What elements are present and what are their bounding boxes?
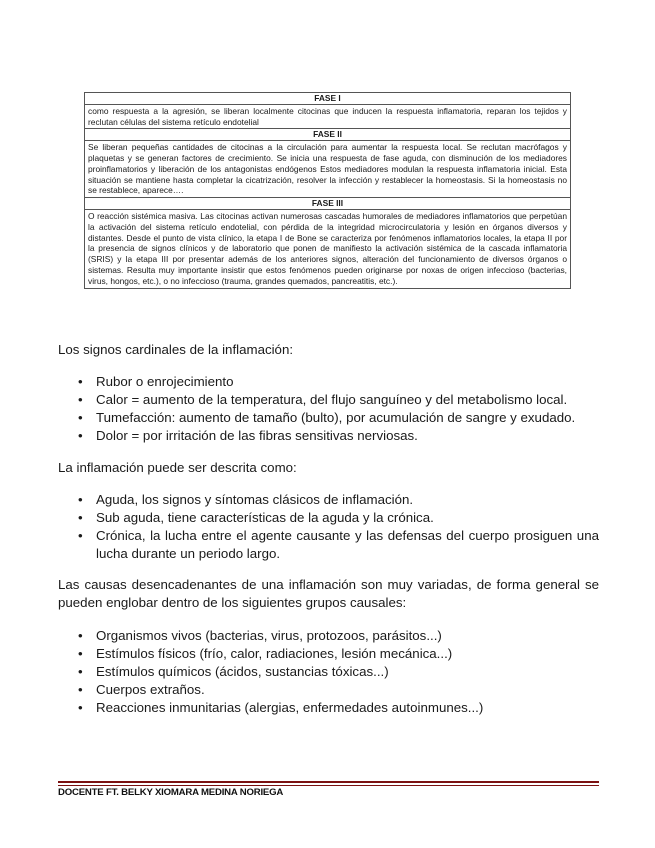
phase-2-body-row — [85, 141, 571, 198]
causes-list — [58, 627, 599, 717]
phase-1-text: como respuesta a la agresión, se liberan localmente citocinas que inducen la respuesta inflamatoria, reparan los tejidos y reclutan células del sistema retículo endotelial — [85, 104, 571, 129]
bullet-icon: • — [78, 628, 83, 643]
bullet-icon: • — [78, 492, 83, 507]
list-item: • Cuerpos extraños. — [78, 682, 205, 697]
phase-3-header-row — [85, 198, 571, 210]
phase-1-body-row — [85, 104, 571, 129]
phase-3-title: FASE III — [85, 198, 571, 210]
phase-1-header-row — [85, 93, 571, 105]
footer-author: DOCENTE FT. BELKY XIOMARA MEDINA NORIEGA — [58, 787, 284, 798]
bullet-icon: • — [78, 700, 83, 715]
causes-intro: Las causas desencadenantes de una inflamación son muy variadas, de forma general se pueden englobar dentro de los siguientes grupos causales: — [58, 577, 599, 610]
phase-3-body-row — [85, 209, 571, 288]
list-item: • Tumefacción: aumento de tamaño (bulto), por acumulación de sangre y exudado. — [78, 410, 576, 425]
bullet-icon: • — [78, 428, 83, 443]
phase-1-title: FASE I — [85, 93, 571, 105]
phase-3-text: O reacción sistémica masiva. Las citocinas activan numerosas cascadas humorales de mediadores inflamatorios que perpetúan la activación del sistema retículo endotelial, con pérdida de la integridad microcirculatoria y lesión en órganos diversos y distantes. Desde el punto de vista clínico, la etapa I de Bone se caracteriza por fenómenos inflamatorios locales, la etapa II por la presencia de signos clínicos y de laboratorio que ponen de manifiesto la activación sistémica de la cascada inflamatoria (SRIS) y la etapa III por presentar además de los anteriores signos, alteración del funcionamiento de diversos órganos o sistemas. Resulta muy importante insistir que estos fenómenos pueden originarse por noxas de origen infeccioso (bacterias, virus, hongos, etc.), o no infeccioso (trauma, grandes quemados, pancreatitis, etc.). — [85, 209, 571, 288]
phase-2-title: FASE II — [85, 129, 571, 141]
bullet-icon: • — [78, 646, 83, 661]
list-item: • Rubor o enrojecimiento — [78, 374, 234, 389]
description-list — [58, 491, 599, 563]
list-item: • Sub aguda, tiene características de la aguda y la crónica. — [78, 510, 434, 525]
list-item: • Aguda, los signos y síntomas clásicos de inflamación. — [78, 492, 414, 507]
list-item: • Organismos vivos (bacterias, virus, protozoos, parásitos...) — [78, 628, 442, 643]
bullet-icon: • — [78, 664, 83, 679]
bullet-icon: • — [78, 374, 83, 389]
bullet-icon: • — [78, 682, 83, 697]
list-item: • Reacciones inmunitarias (alergias, enfermedades autoinmunes...) — [78, 700, 484, 715]
footer-rule-thin — [58, 785, 599, 786]
bullet-icon: • — [78, 392, 83, 407]
list-item: • Estímulos físicos (frío, calor, radiaciones, lesión mecánica...) — [78, 646, 453, 661]
list-item: • Estímulos químicos (ácidos, sustancias tóxicas...) — [78, 664, 389, 679]
bullet-icon: • — [78, 410, 83, 425]
list-item: • Crónica, la lucha entre el agente causante y las defensas del cuerpo prosiguen una lucha durante un periodo largo. — [78, 528, 599, 561]
phase-2-header-row — [85, 129, 571, 141]
cardinal-signs-list — [58, 373, 599, 445]
phases-table — [84, 92, 571, 289]
cardinal-signs-intro: Los signos cardinales de la inflamación: — [58, 342, 294, 357]
phase-2-text: Se liberan pequeñas cantidades de citocinas a la circulación para aumentar la respuesta local. Se reclutan macrófagos y plaquetas y se generan factores de crecimiento. Se inicia una respuesta de fase aguda, con disminución de los mediadores proinflamatorios y liberación de los antagonistas endógenos Estos mediadores modulan la respuesta inflamatoria inicial. Esta situación se mantiene hasta completar la cicatrización, resolver la infección y restablecer la homeostasis. Si la homeostasis no se restablece, aparece…. — [85, 141, 571, 198]
bullet-icon: • — [78, 510, 83, 525]
footer-rule-thick — [58, 781, 599, 783]
bullet-icon: • — [78, 528, 83, 543]
list-item: • Calor = aumento de la temperatura, del flujo sanguíneo y del metabolismo local. — [78, 392, 568, 407]
description-intro: La inflamación puede ser descrita como: — [58, 460, 297, 475]
list-item: • Dolor = por irritación de las fibras sensitivas nerviosas. — [78, 428, 418, 443]
